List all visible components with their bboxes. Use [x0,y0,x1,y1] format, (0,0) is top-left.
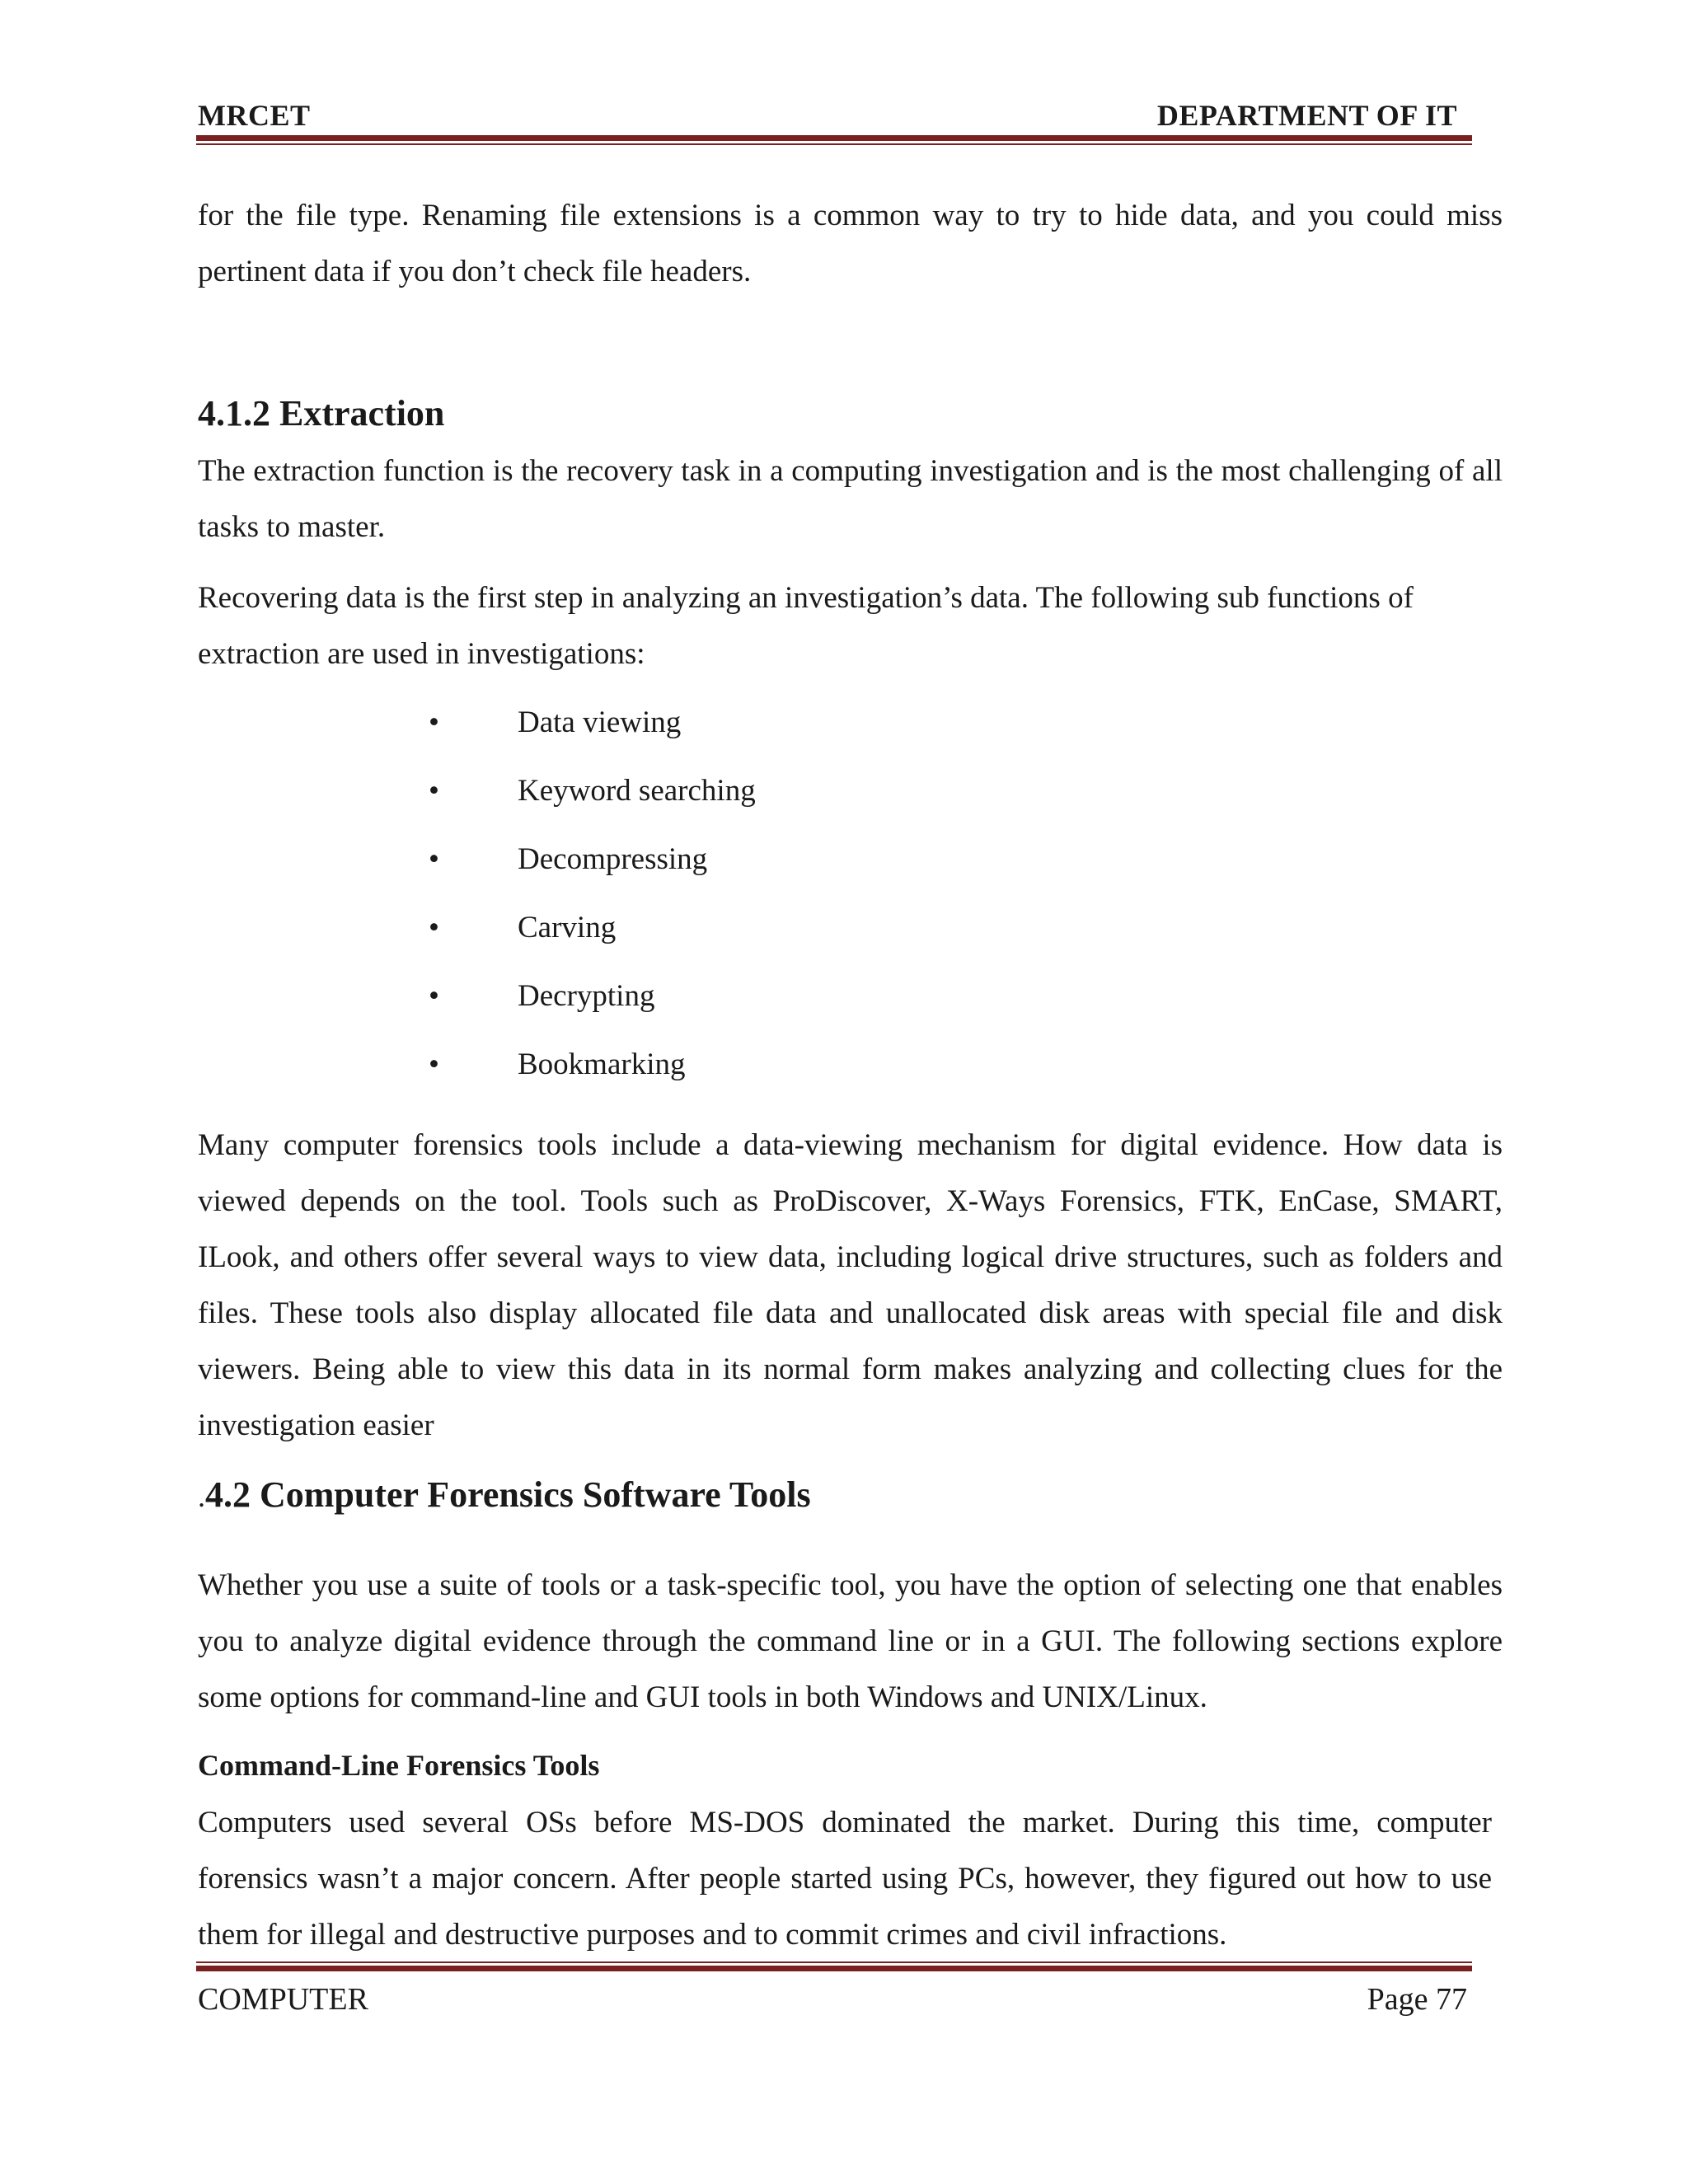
header-right-label: DEPARTMENT OF IT [1156,99,1457,132]
list-item [429,771,756,840]
section-heading-extraction: 4.1.2 Extraction [198,393,445,434]
extraction-paragraph-2: Recovering data is the first step in analyzing an investigation’s data. The following sub functions of extraction are used in investigations: [198,581,1414,671]
list-item-text: Keyword searching [518,774,756,808]
header-rule-thin [196,143,1472,145]
bullet-glyph: • [429,911,439,944]
section-heading-tools [198,1472,811,1520]
list-item [429,908,756,977]
bullet-glyph: • [429,842,439,876]
list-item-text: Bookmarking [518,1047,686,1081]
tools-paragraph-1: Whether you use a suite of tools or a task-specific tool, you have the option of selecting one that enables you to analyze digital evidence through the command line or in a GUI. The following sections explore some options for command-line and GUI tools in both Windows and UNIX/Linux. [198,1568,1503,1714]
extraction-paragraph-1: The extraction function is the recovery task in a computing investigation and is the most challenging of all tasks to master. [198,454,1503,544]
list-item [429,703,756,771]
footer-rule-thin [196,1961,1472,1963]
bullet-glyph: • [429,1047,439,1081]
footer-rule-thick [196,1966,1472,1971]
list-item-text: Data viewing [518,705,682,739]
bullet-glyph: • [429,979,439,1013]
extraction-subfunctions-list [429,703,756,1113]
header-rule-thick [196,135,1472,141]
list-item [429,977,756,1045]
tools-paragraph-2: Computers used several OSs before MS-DOS dominated the market. During this time, computer forensics wasn’t a major concern. After people started using PCs, however, they figured out how to use them for illegal and destructive purposes and to commit crimes and civil infractions. [198,1806,1492,1952]
extraction-paragraph-3: Many computer forensics tools include a data-viewing mechanism for digital evidence. How data is viewed depends on the tool. Tools such as ProDiscover, X-Ways Forensics, FTK, EnCase, SMART, ILook, and others offer several ways to view data, including logical drive structures, such as folders and files. These tools also display allocated file data and unallocated disk areas with special file and disk viewers. Being able to view this data in its normal form makes analyzing and collecting clues for the investigation easier [198,1128,1503,1442]
list-item-text: Decrypting [518,979,655,1013]
list-item-text: Decompressing [518,842,708,876]
bullet-glyph: • [429,705,439,739]
page-number: Page 77 [1367,1982,1467,2017]
heading-prefix: . [198,1480,205,1513]
intro-paragraph: for the file type. Renaming file extensions is a common way to try to hide data, and you could miss pertinent data if you don’t check file headers. [198,199,1503,288]
list-item-text: Carving [518,911,617,944]
header-left-label: MRCET [198,99,311,132]
bullet-glyph: • [429,774,439,808]
subheading-command-line-tools: Command-Line Forensics Tools [198,1749,600,1782]
list-item [429,1045,756,1113]
list-item [429,840,756,908]
footer-left-label: COMPUTER [198,1982,368,2017]
heading-text: 4.2 Computer Forensics Software Tools [205,1474,811,1515]
